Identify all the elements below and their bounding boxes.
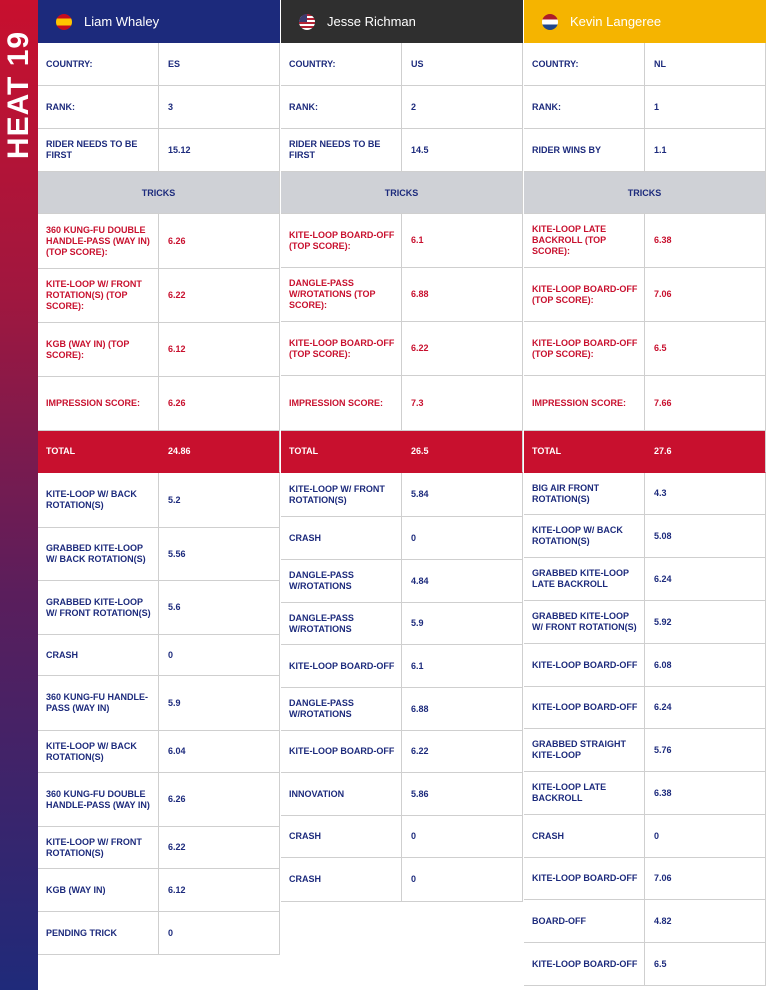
row-value: 14.5 [411,144,429,155]
trick-row [38,869,280,912]
row-label: CRASH [524,815,645,857]
row-label: KITE-LOOP LATE BACKROLL [524,772,645,814]
row-label: RANK: [38,86,159,128]
trick-row [524,858,766,900]
row-label: GRABBED KITE-LOOP W/ BACK ROTATION(S) [38,528,159,580]
row-value: 1 [654,101,660,112]
row-value: 6.5 [654,958,667,969]
row-value: 5.56 [168,548,186,559]
row-label: IMPRESSION SCORE: [38,377,159,430]
info-row [38,43,280,86]
row-value: ES [168,58,181,69]
row-value: 0 [411,532,417,543]
trick-row [38,528,280,581]
row-value: 7.3 [411,397,424,408]
row-label: CRASH [281,816,402,857]
row-label: KITE-LOOP BOARD-OFF [524,858,645,899]
row-label: GRABBED KITE-LOOP LATE BACKROLL [524,558,645,600]
row-label: KITE-LOOP BOARD-OFF (TOP SCORE): [281,322,402,375]
rider-header [281,0,523,43]
row-label: KITE-LOOP BOARD-OFF [281,731,402,772]
row-label: KITE-LOOP BOARD-OFF (TOP SCORE): [524,322,645,375]
trick-row [281,473,523,517]
row-label: RANK: [281,86,402,128]
row-label: KITE-LOOP BOARD-OFF (TOP SCORE): [281,214,402,267]
trick-row [38,912,280,955]
top-trick-row [281,376,523,431]
heat-title: HEAT 19 [2,30,35,160]
row-label: IMPRESSION SCORE: [524,376,645,430]
row-value: 5.2 [168,494,181,505]
row-label: RIDER NEEDS TO BE FIRST [281,129,402,171]
row-label: INNOVATION [281,773,402,815]
row-value: US [411,58,424,69]
info-row [281,43,523,86]
row-label: RIDER NEEDS TO BE FIRST [38,129,159,171]
row-value: 6.26 [168,235,186,246]
row-value: NL [654,58,666,69]
row-label: RANK: [524,86,645,128]
tricks-header: TRICKS [281,172,523,214]
row-value: 27.6 [654,446,672,456]
row-value: 6.12 [168,344,186,354]
tricks-header: TRICKS [38,172,280,214]
trick-row [524,815,766,858]
trick-row [524,644,766,687]
row-value: 6.38 [654,235,672,245]
row-label: GRABBED KITE-LOOP W/ FRONT ROTATION(S) [524,601,645,643]
row-value: 2 [411,101,417,112]
rider-column [524,0,766,986]
row-value: 15.12 [168,144,191,155]
row-label: PENDING TRICK [38,912,159,954]
row-value: 5.92 [654,616,672,627]
trick-row [281,560,523,603]
row-value: 6.1 [411,235,424,245]
row-value: 6.04 [168,746,186,756]
trick-row [524,772,766,815]
row-label: COUNTRY: [524,43,645,85]
top-trick-row [524,214,766,268]
row-value: 6.22 [411,343,429,353]
info-row [524,129,766,172]
row-value: 4.82 [654,915,672,926]
row-label: KITE-LOOP BOARD-OFF [281,645,402,687]
heat-sidebar [0,0,38,990]
row-value: 6.08 [654,659,672,670]
trick-row [38,473,280,528]
trick-row [524,729,766,772]
rider-column [38,0,280,955]
trick-row [524,687,766,729]
info-row [524,43,766,86]
flag-icon [542,14,558,30]
trick-row [38,773,280,827]
row-label: TOTAL [281,431,402,472]
row-label: KITE-LOOP W/ BACK ROTATION(S) [38,731,159,772]
row-value: 0 [654,830,660,841]
row-label: KITE-LOOP BOARD-OFF [524,943,645,985]
row-value: 6.26 [168,398,186,408]
row-label: COUNTRY: [38,43,159,85]
row-value: 5.86 [411,788,429,799]
row-value: 24.86 [168,446,191,456]
row-value: 6.22 [168,842,186,852]
trick-row [281,645,523,688]
rider-name: Jesse Richman [327,14,416,29]
trick-row [524,601,766,644]
row-value: 5.76 [654,744,672,755]
row-value: 0 [411,831,417,841]
row-value: 6.12 [168,884,186,895]
row-label: GRABBED KITE-LOOP W/ FRONT ROTATION(S) [38,581,159,634]
info-row [524,86,766,129]
row-label: IMPRESSION SCORE: [281,376,402,430]
row-label: BIG AIR FRONT ROTATION(S) [524,473,645,514]
trick-row [281,688,523,731]
row-label: KITE-LOOP BOARD-OFF [524,687,645,728]
row-value: 6.5 [654,343,667,353]
top-trick-row [281,214,523,268]
trick-row [281,603,523,645]
row-label: CRASH [281,858,402,901]
flag-icon [56,14,72,30]
rider-header [38,0,280,43]
row-value: 3 [168,101,174,112]
trick-row [38,731,280,773]
row-label: RIDER WINS BY [524,129,645,171]
row-value: 26.5 [411,446,429,456]
rider-column [281,0,523,902]
row-label: KITE-LOOP W/ FRONT ROTATION(S) (TOP SCORE): [38,269,159,322]
row-value: 6.38 [654,787,672,798]
total-row [38,431,280,473]
row-label: CRASH [38,635,159,675]
trick-row [38,827,280,869]
row-value: 5.9 [411,618,424,628]
row-value: 1.1 [654,144,667,155]
top-trick-row [281,268,523,322]
trick-row [524,558,766,601]
trick-row [524,473,766,515]
top-trick-row [38,269,280,323]
row-value: 6.24 [654,702,672,712]
row-value: 6.88 [411,289,429,299]
row-label: GRABBED STRAIGHT KITE-LOOP [524,729,645,771]
row-value: 5.9 [168,697,181,708]
row-label: KITE-LOOP W/ BACK ROTATION(S) [38,473,159,527]
top-trick-row [38,323,280,377]
top-trick-row [524,268,766,322]
row-label: TOTAL [38,431,159,472]
row-label: TOTAL [524,431,645,472]
row-value: 7.06 [654,289,672,299]
flag-icon [299,14,315,30]
row-value: 0 [168,649,174,660]
row-label: 360 KUNG-FU DOUBLE HANDLE-PASS (WAY IN) (TOP SCORE): [38,214,159,268]
trick-row [281,773,523,816]
info-row [281,86,523,129]
trick-row [38,676,280,731]
rider-name: Liam Whaley [84,14,160,29]
row-value: 6.1 [411,660,424,671]
row-label: KITE-LOOP BOARD-OFF (TOP SCORE): [524,268,645,321]
info-row [38,129,280,172]
rider-header [524,0,766,43]
tricks-header: TRICKS [524,172,766,214]
trick-row [524,515,766,558]
total-row [524,431,766,473]
row-label: DANGLE-PASS W/ROTATIONS (TOP SCORE): [281,268,402,321]
rider-name: Kevin Langeree [570,14,662,29]
trick-row [281,858,523,902]
row-value: 6.26 [168,794,186,804]
row-label: KITE-LOOP W/ FRONT ROTATION(S) [38,827,159,868]
top-trick-row [524,376,766,431]
row-value: 6.88 [411,703,429,714]
trick-row [524,900,766,943]
row-value: 0 [168,927,174,938]
row-value: 6.22 [168,290,186,300]
row-label: KITE-LOOP W/ BACK ROTATION(S) [524,515,645,557]
row-label: COUNTRY: [281,43,402,85]
row-label: BOARD-OFF [524,900,645,942]
row-value: 6.24 [654,573,672,584]
trick-row [281,816,523,858]
row-label: KGB (WAY IN) (TOP SCORE): [38,323,159,376]
top-trick-row [38,377,280,431]
row-value: 5.6 [168,602,181,612]
row-label: KITE-LOOP LATE BACKROLL (TOP SCORE): [524,214,645,267]
trick-row [38,635,280,676]
info-row [281,129,523,172]
total-row [281,431,523,473]
row-label: KGB (WAY IN) [38,869,159,911]
row-label: KITE-LOOP BOARD-OFF [524,644,645,686]
row-value: 4.84 [411,575,429,586]
info-row [38,86,280,129]
trick-row [524,943,766,986]
row-value: 7.66 [654,397,672,408]
trick-row [38,581,280,635]
trick-row [281,731,523,773]
row-label: DANGLE-PASS W/ROTATIONS [281,603,402,644]
row-value: 0 [411,874,417,884]
top-trick-row [38,214,280,269]
row-label: DANGLE-PASS W/ROTATIONS [281,688,402,730]
row-label: 360 KUNG-FU HANDLE-PASS (WAY IN) [38,676,159,730]
row-label: KITE-LOOP W/ FRONT ROTATION(S) [281,473,402,516]
row-value: 5.84 [411,489,429,499]
row-value: 5.08 [654,530,672,541]
row-label: CRASH [281,517,402,559]
trick-row [281,517,523,560]
row-label: 360 KUNG-FU DOUBLE HANDLE-PASS (WAY IN) [38,773,159,826]
top-trick-row [524,322,766,376]
row-value: 7.06 [654,873,672,883]
top-trick-row [281,322,523,376]
row-value: 6.22 [411,746,429,756]
row-value: 4.3 [654,488,667,498]
row-label: DANGLE-PASS W/ROTATIONS [281,560,402,602]
